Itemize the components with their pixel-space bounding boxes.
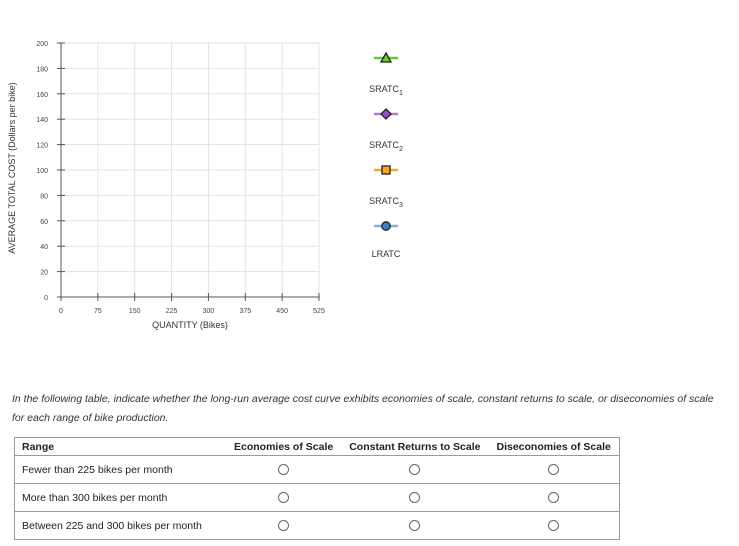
header-range: Range bbox=[15, 438, 227, 456]
y-tick-label: 140 bbox=[36, 117, 48, 125]
sratc2-legend-marker[interactable] bbox=[374, 107, 398, 126]
diseconomies-radio[interactable] bbox=[548, 492, 559, 503]
y-tick-label: 60 bbox=[40, 218, 48, 226]
header-diseconomies: Diseconomies of Scale bbox=[488, 438, 619, 456]
x-tick-label: 75 bbox=[93, 308, 102, 315]
diseconomies-radio[interactable] bbox=[548, 520, 559, 531]
sratc2-legend-label: $SRATC_2$ bbox=[369, 140, 403, 153]
x-tick-label: 0 bbox=[59, 308, 63, 315]
y-tick-label: 0 bbox=[44, 295, 48, 302]
y-tick-label: 20 bbox=[40, 269, 48, 277]
x-tick-label: 375 bbox=[239, 308, 252, 315]
y-tick-label: 200 bbox=[36, 41, 48, 48]
sratc1-legend-marker[interactable] bbox=[374, 51, 398, 70]
y-tick-label: 180 bbox=[36, 66, 48, 74]
x-tick-label: 450 bbox=[276, 308, 288, 315]
y-tick-label: 80 bbox=[40, 193, 48, 201]
constant-returns-radio[interactable] bbox=[409, 520, 420, 531]
sratc1-legend-label: $SRATC_1$ bbox=[369, 84, 403, 97]
y-tick-label: 40 bbox=[40, 244, 48, 252]
lratc-legend-marker[interactable] bbox=[374, 219, 398, 238]
x-tick-label: 525 bbox=[313, 308, 325, 315]
sratc3-legend-label: $SRATC_3$ bbox=[369, 196, 403, 209]
x-axis-label: QUANTITY (Bikes) bbox=[152, 320, 228, 330]
economies-radio[interactable] bbox=[278, 520, 289, 531]
economies-radio[interactable] bbox=[278, 464, 289, 475]
table-row bbox=[15, 512, 620, 540]
header-economies: Economies of Scale bbox=[226, 438, 341, 456]
y-tick-label: 100 bbox=[36, 168, 48, 175]
lratc-legend-label: LRATC bbox=[371, 249, 401, 259]
header-constant: Constant Returns to Scale bbox=[341, 438, 488, 456]
constant-returns-radio[interactable] bbox=[409, 492, 420, 503]
range-cell: Fewer than 225 bikes per month bbox=[15, 456, 227, 484]
table-row bbox=[15, 484, 620, 512]
x-tick-label: 225 bbox=[165, 308, 178, 315]
sratc3-legend-marker[interactable] bbox=[374, 163, 398, 182]
x-tick-label: 300 bbox=[202, 308, 215, 315]
range-cell: Between 225 and 300 bikes per month bbox=[15, 512, 227, 540]
constant-returns-radio[interactable] bbox=[409, 464, 420, 475]
y-tick-label: 160 bbox=[36, 91, 48, 99]
x-tick-label: 150 bbox=[128, 308, 141, 315]
table-row bbox=[15, 456, 620, 484]
economies-radio[interactable] bbox=[278, 492, 289, 503]
y-tick-label: 120 bbox=[36, 142, 48, 150]
diseconomies-radio[interactable] bbox=[548, 464, 559, 475]
instructions-text: In the following table, indicate whether the long-run average cost curve exhibits economies of scale, constant returns to scale, or diseconomies of scale for each range of bike production. bbox=[12, 393, 714, 424]
answer-table bbox=[14, 437, 620, 540]
y-axis-label: AVERAGE TOTAL COST (Dollars per bike) bbox=[7, 82, 17, 254]
range-cell: More than 300 bikes per month bbox=[15, 484, 227, 512]
